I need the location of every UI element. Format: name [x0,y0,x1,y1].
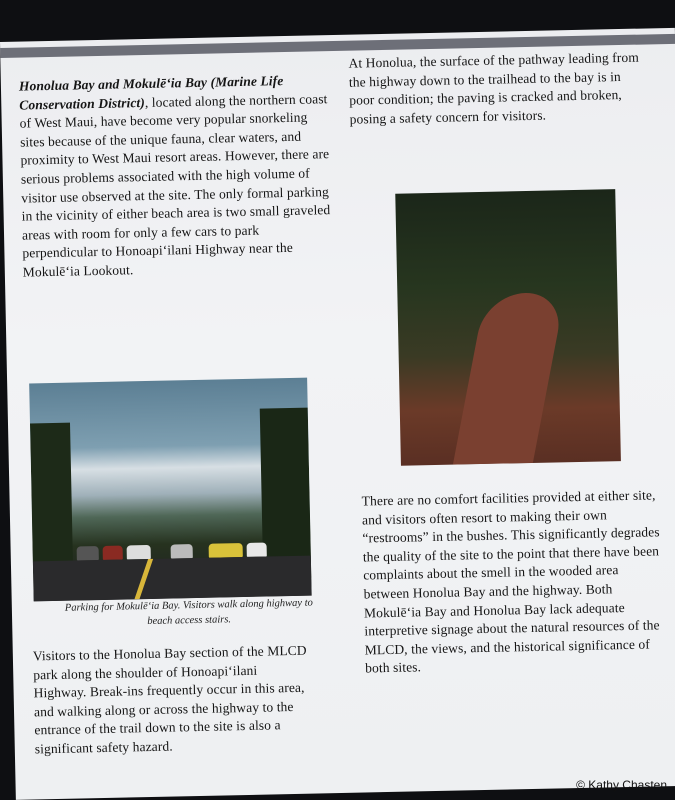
highway [33,556,312,602]
paragraph-intro-body: , located along the northern coast of West Maui, have become very popular snorkeling sites because of the unique fauna, clear waters, and proximity to West Maui resort areas. However, there are serious problems associated with the high volume of visitor use observed at the site. The only formal parking in the vicinity of either beach area is two small graveled areas with room for only a few cars to park perpendicular to Honoapi‘ilani Highway near the Mokulē‘ia Lookout. [19,90,331,280]
paragraph-pathway: At Honolua, the surface of the pathway leading from the highway down to the trailhead to the bay is in poor condition; the paving is cracked and broken, posing a safety concern for visitors. [348,49,640,127]
paragraph-honolua-parking: Visitors to the Honolua Bay section of the MLCD park along the shoulder of Honoapi‘ilani Highway. Break-ins frequently occur in this area, and walking along or across the highway to the entrance of the trail down to the site is also a significant safety hazard. [32,642,307,757]
parking-photo [29,378,312,602]
paragraph-facilities: There are no comfort facilities provided at either site, and visitors often resort to making their own “restrooms” in the bushes. This significantly degrades the quality of the site to the point that there have been complaints about the smell in the wooded area between Honolua Bay and the highway. Both Mokulē‘ia Bay and Honolua Bay lack adequate interpretive signage about the natural resources of the MLCD, the views, and the historical significance of both sites. [361,487,660,676]
paragraph-intro-title: Honolua Bay and Mokulē‘ia Bay (Marine Life Conservation District) [18,73,284,113]
trees-left [30,423,73,574]
parked-car [127,545,151,559]
dirt-path [453,292,566,464]
trees-right [260,408,312,579]
parked-car [247,543,267,557]
parked-car [103,546,123,560]
parked-car [171,544,193,558]
document-page [0,28,675,800]
photo-credit: © Kathy Chasten [576,778,667,792]
parked-car [209,543,243,558]
photo-caption: Parking for Mokulē‘ia Bay. Visitors walk along highway to beach access stairs. [64,597,313,628]
paragraph-intro [19,71,333,282]
parked-car [77,546,99,560]
trail-photo [395,189,621,466]
